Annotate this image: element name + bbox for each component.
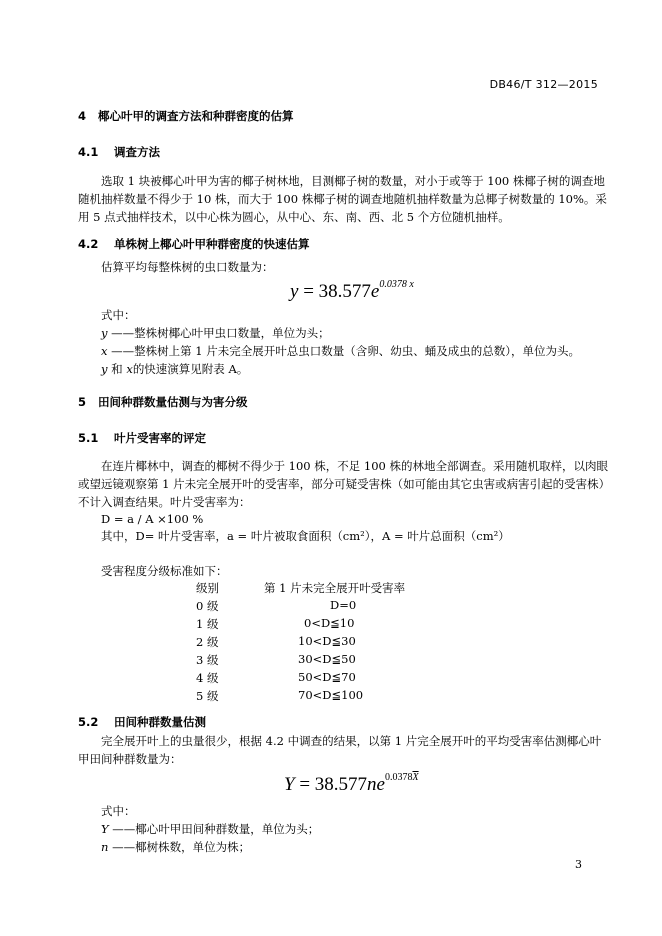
formula-equals: =: [303, 281, 314, 302]
section-title: 单株树上椰心叶甲种群密度的快速估算: [114, 237, 310, 251]
var-symbol: y: [101, 326, 108, 340]
definition-x: [101, 342, 580, 360]
table-cell-rate: 70<D≦100: [298, 688, 364, 702]
formula-lhs: Y: [284, 774, 295, 795]
definition-text: ——椰心叶甲田间种群数量，单位为头；: [112, 822, 320, 836]
section-title: 田间种群数量估测与为害分级: [98, 395, 248, 409]
formula-base: e: [370, 281, 380, 302]
paragraph-line: 用 5 点式抽样技术，以中心株为圆心，从中心、东、南、西、北 5 个方位随机抽样。: [78, 210, 510, 224]
formula-exponent: 0.0378 x: [379, 279, 414, 290]
definition-Y: [101, 820, 319, 838]
section-number: 4.2: [78, 237, 99, 251]
paragraph-line: 随机抽样数量不得少于 10 株，而大于 100 株椰子树的调查地随机抽样数量为总椰子树数量的 10%。采: [78, 192, 607, 206]
var-symbol: Y: [101, 822, 109, 836]
definition-y: [101, 324, 330, 342]
paragraph-line: 甲田间种群数量为：: [78, 752, 182, 766]
table-cell-rate: D=0: [330, 598, 357, 612]
formula-coefficient: 38.577: [318, 281, 371, 302]
table-cell-rate: 0<D≦10: [304, 616, 355, 630]
table-cell-grade: 1 级: [196, 617, 219, 631]
formula-definitions: 其中，D= 叶片受害率，a = 叶片被取食面积（cm²），A = 叶片总面积（cm²）: [101, 529, 510, 543]
paragraph-line: 选取 1 块被椰心叶甲为害的椰子树林地，目测椰子树的数量，对小于或等于 100 株椰子树的调查地: [101, 174, 605, 188]
document-code: DB46/T 312—2015: [489, 78, 598, 91]
formula-coefficient: 38.577: [314, 774, 368, 795]
definition-text: ——椰树株数，单位为株；: [112, 840, 251, 854]
table-cell-rate: 30<D≦50: [298, 652, 356, 666]
paragraph-line: 估算平均每整株树的虫口数量为：: [101, 260, 274, 274]
section-number: 5.1: [78, 431, 99, 445]
note-text: 的快速演算见附表 A。: [132, 362, 249, 376]
note-connector: 和: [111, 362, 123, 376]
exponent-coefficient: 0.0378: [384, 772, 413, 783]
var-symbol: y: [101, 362, 108, 376]
table-header-rate: 第 1 片未完全展开叶受害率: [264, 581, 406, 595]
var-symbol: n: [101, 840, 109, 854]
table-cell-grade: 3 级: [196, 653, 219, 667]
formula-base: e: [376, 774, 385, 795]
section-4-heading: [78, 108, 294, 124]
paragraph-line: 完全展开叶上的虫量很少，根据 4.2 中调查的结果，以第 1 片完全展开叶的平均受害率估测椰心叶: [101, 734, 602, 748]
definition-n: [101, 838, 250, 856]
formula-equals: =: [299, 774, 311, 795]
paragraph-line: 或望远镜观察第 1 片未完全展开叶的受害率，部分可疑受害株（如可能由其它虫害或病害引起的受害株）: [78, 477, 611, 491]
section-number: 4.1: [78, 145, 99, 159]
density-formula: [290, 279, 414, 303]
table-cell-grade: 5 级: [196, 689, 219, 703]
section-title: 调查方法: [114, 145, 160, 159]
definition-text: ——整株树上第 1 片未完全展开叶总虫口数量（含卵、幼虫、蛹及成虫的总数），单位为头。: [111, 344, 581, 358]
var-symbol: x: [126, 362, 133, 376]
section-5-2-heading: [78, 714, 206, 730]
formula-lhs: y: [290, 281, 299, 302]
paragraph-line: 在连片椰林中，调查的椰树不得少于 100 株，不足 100 株的林地全部调查。采用随机取样，以肉眼: [101, 459, 609, 473]
var-symbol: x: [101, 344, 108, 358]
table-header-grade: 级别: [196, 581, 219, 595]
section-number: 5: [78, 395, 87, 409]
table-cell-grade: 4 级: [196, 671, 219, 685]
grade-intro: 受害程度分级标准如下：: [101, 564, 228, 578]
section-number: 4: [78, 109, 87, 123]
where-label: 式中：: [101, 804, 136, 818]
definition-text: ——整株树椰心叶甲虫口数量，单位为头；: [111, 326, 330, 340]
formula-n: n: [367, 774, 377, 795]
table-cell-rate: 10<D≦30: [298, 634, 356, 648]
exponent-variable: $\overline{X}$: [412, 772, 419, 783]
section-5-1-heading: [78, 430, 206, 446]
section-title: 田间种群数量估测: [114, 715, 206, 729]
population-formula: [284, 772, 419, 796]
section-4-1-heading: [78, 144, 160, 160]
section-5-heading: [78, 394, 248, 410]
formula-exponent: [385, 772, 419, 783]
section-number: 5.2: [78, 715, 99, 729]
section-4-2-heading: [78, 236, 310, 252]
table-cell-rate: 50<D≦70: [298, 670, 356, 684]
paragraph-line: 不计入调查结果。叶片受害率为：: [78, 495, 251, 509]
damage-rate-formula: D = a / A ×100 %: [101, 512, 204, 526]
table-cell-grade: 2 级: [196, 635, 219, 649]
table-cell-grade: 0 级: [196, 599, 219, 613]
where-label: 式中：: [101, 308, 136, 322]
appendix-note: [101, 360, 248, 378]
section-title: 椰心叶甲的调查方法和种群密度的估算: [98, 109, 294, 123]
page-number: 3: [575, 858, 582, 871]
section-title: 叶片受害率的评定: [114, 431, 206, 445]
